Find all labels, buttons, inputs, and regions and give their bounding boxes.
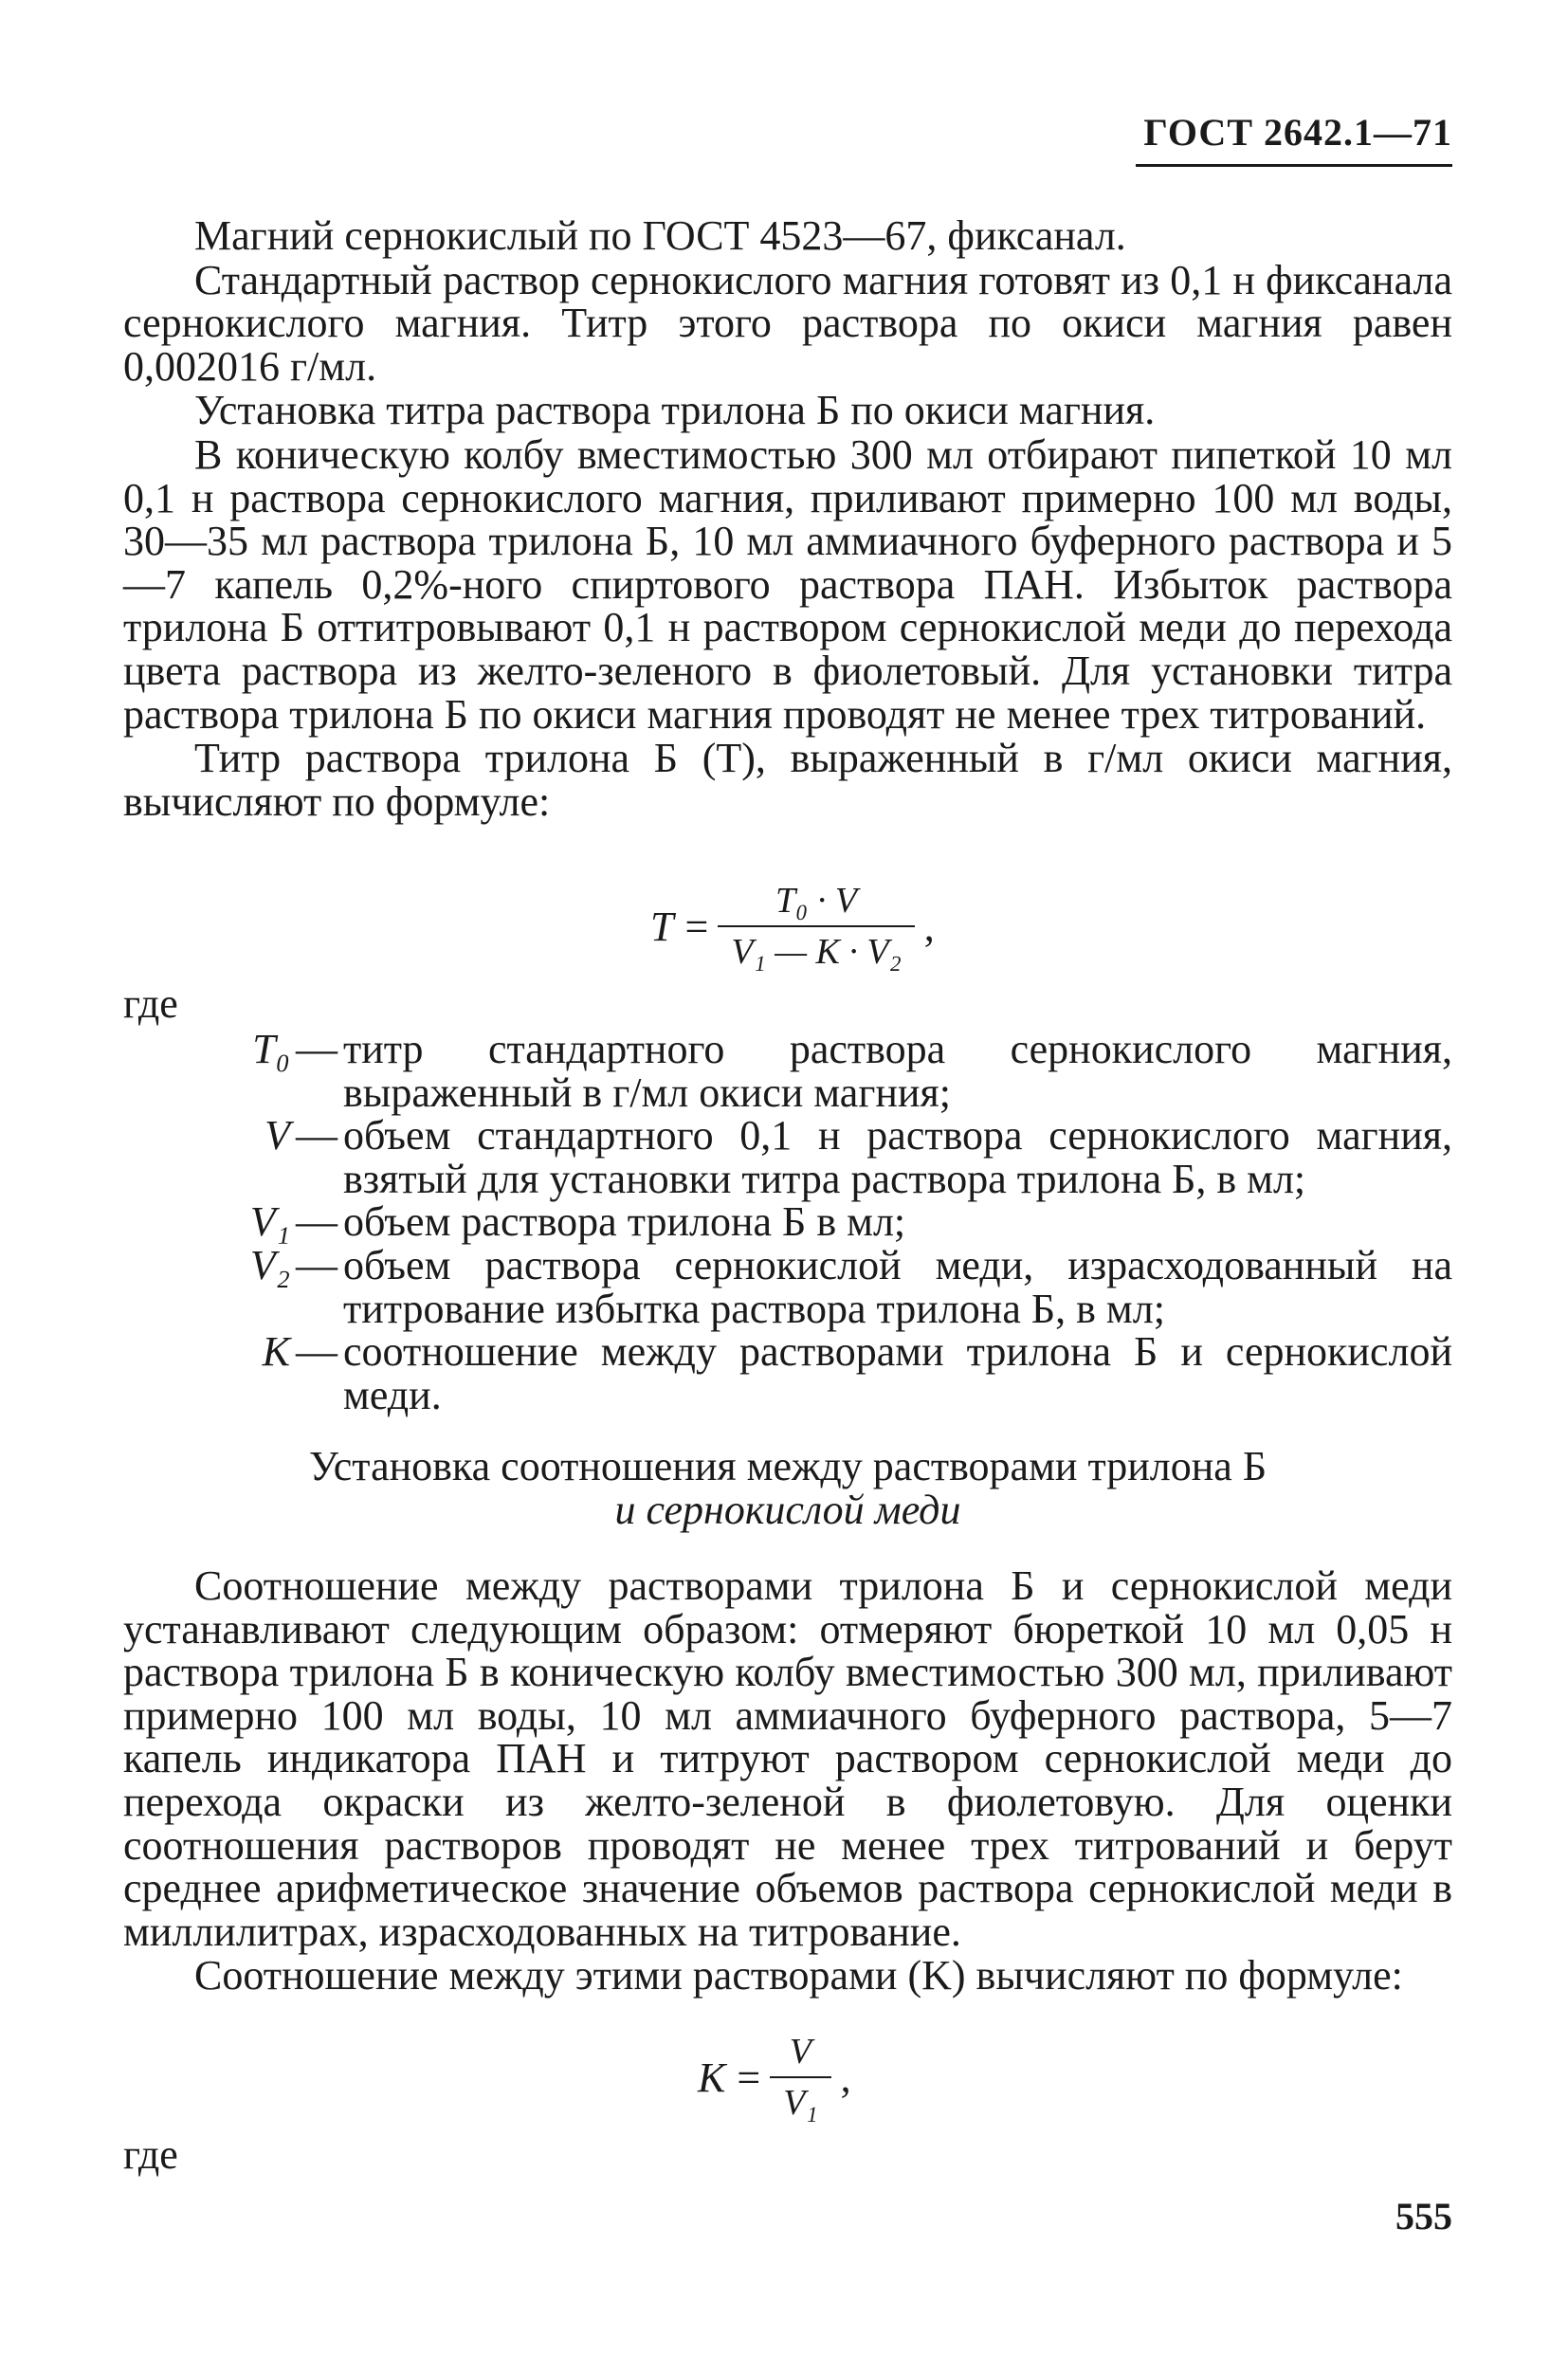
formula-fraction [718, 880, 914, 973]
definition-text: титр стандартного раствора сернокислого магния, выраженный в г/мл окиси магния; [343, 1026, 1452, 1116]
formula-denominator: V₁ — K · V₂ [718, 925, 914, 973]
formula-numerator: V [789, 2032, 812, 2072]
where-label-2: где [123, 2131, 178, 2178]
formula-lhs: T [650, 903, 674, 950]
definition-symbol: V₁ [249, 1198, 290, 1246]
page-number: 555 [1395, 2195, 1452, 2237]
section-heading-line1: Установка соотношения между растворами трилона Б [308, 1443, 1267, 1489]
paragraph: Соотношение между этими растворами (K) вычисляют по формуле: [194, 1952, 1403, 2000]
definition-text: соотношение между растворами трилона Б и сернокислой меди. [343, 1328, 1452, 1418]
definition-item: K — соотношение между растворами трилона Б и сернокислой меди. [123, 1330, 1452, 1416]
where-label: где [123, 980, 178, 1027]
formula-lhs: K [698, 2054, 726, 2101]
definition-symbol: K [262, 1328, 290, 1376]
formula-equals: = [684, 903, 709, 950]
definition-symbol: V₂ [249, 1241, 290, 1288]
formula-fraction [770, 2031, 830, 2124]
formula-ratio [698, 2031, 851, 2124]
text-block-1 [123, 214, 1452, 823]
definition-text: объем стандартного 0,1 н раствора сернокислого магния, взятый для установки титра раствора трилона Б, в мл; [343, 1112, 1452, 1202]
definition-text: объем раствора сернокислой меди, израсходованный на титрование избытка раствора трилона Б, в мл; [343, 1241, 1452, 1332]
gost-header: ГОСТ 2642.1—71 [1136, 110, 1452, 167]
section-heading [123, 1445, 1452, 1532]
formula-equals: = [737, 2054, 761, 2101]
text-block-2 [123, 1564, 1452, 1998]
paragraph: Титр раствора трилона Б (T), выраженный в г/мл окиси магния, вычисляют по формуле: [123, 735, 1452, 825]
definition-symbol: V [264, 1112, 290, 1160]
definition-item: V — объем стандартного 0,1 н раствора сернокислого магния, взятый для установки титра раствора трилона Б, в мл; [123, 1114, 1452, 1200]
paragraph: В коническую колбу вместимостью 300 мл отбирают пипеткой 10 мл 0,1 н раствора сернокислого магния, приливают примерно 100 мл воды, 30—35 мл раствора трилона Б, 10 мл аммиачного буферного раствора и 5—7 капель 0,2%-ного спиртового раствора ПАН. Избыток раствора трилона Б оттитровывают 0,1 н раствором сернокислой меди до перехода цвета раствора из желто-зеленого в фиолетовый. Для установки титра раствора трилона Б по окиси магния проводят не менее трех титрований. [123, 430, 1452, 738]
formula-comma: , [840, 2054, 851, 2101]
formula-comma: , [923, 903, 935, 950]
section-heading-line2: и сернокислой меди [614, 1487, 961, 1533]
definition-symbol: T₀ [252, 1026, 290, 1072]
definition-item: T₀ — титр стандартного раствора сернокислого магния, выраженный в г/мл окиси магния; [123, 1028, 1452, 1114]
formula-numerator: T₀ · V [775, 881, 858, 921]
formula-denominator: V₁ [770, 2076, 830, 2124]
paragraph: Магний сернокислый по ГОСТ 4523—67, фиксанал. [194, 212, 1126, 259]
paragraph: Соотношение между растворами трилона Б и сернокислой меди устанавливают следующим образом: отмеряют бюреткой 10 мл 0,05 н раствора трилона Б в коническую колбу вместимостью 300 мл, приливают примерно 100 мл воды, 10 мл аммиачного буферного раствора, 5—7 капель индикатора ПАН и титруют раствором сернокислой меди до перехода окраски из желто-зеленой в фиолетовую. Для оценки соотношения растворов проводят не менее трех титрований и берут среднее арифметическое значение объемов раствора сернокислой меди в миллилитрах, израсходованных на титрование. [123, 1562, 1452, 1955]
definitions-list [123, 1028, 1452, 1416]
definition-item: V₁ — объем раствора трилона Б в мл; [123, 1200, 1452, 1244]
definition-item: V₂ — объем раствора сернокислой меди, израсходованный на титрование избытка раствора трилона Б, в мл; [123, 1244, 1452, 1330]
formula-titer [650, 880, 935, 973]
paragraph: Стандартный раствор сернокислого магния готовят из 0,1 н фиксанала сернокислого магния. Титр этого раствора по окиси магния равен 0,002016 г/мл. [123, 256, 1452, 390]
paragraph: Установка титра раствора трилона Б по окиси магния. [194, 387, 1156, 434]
definition-text: объем раствора трилона Б в мл; [343, 1198, 906, 1246]
